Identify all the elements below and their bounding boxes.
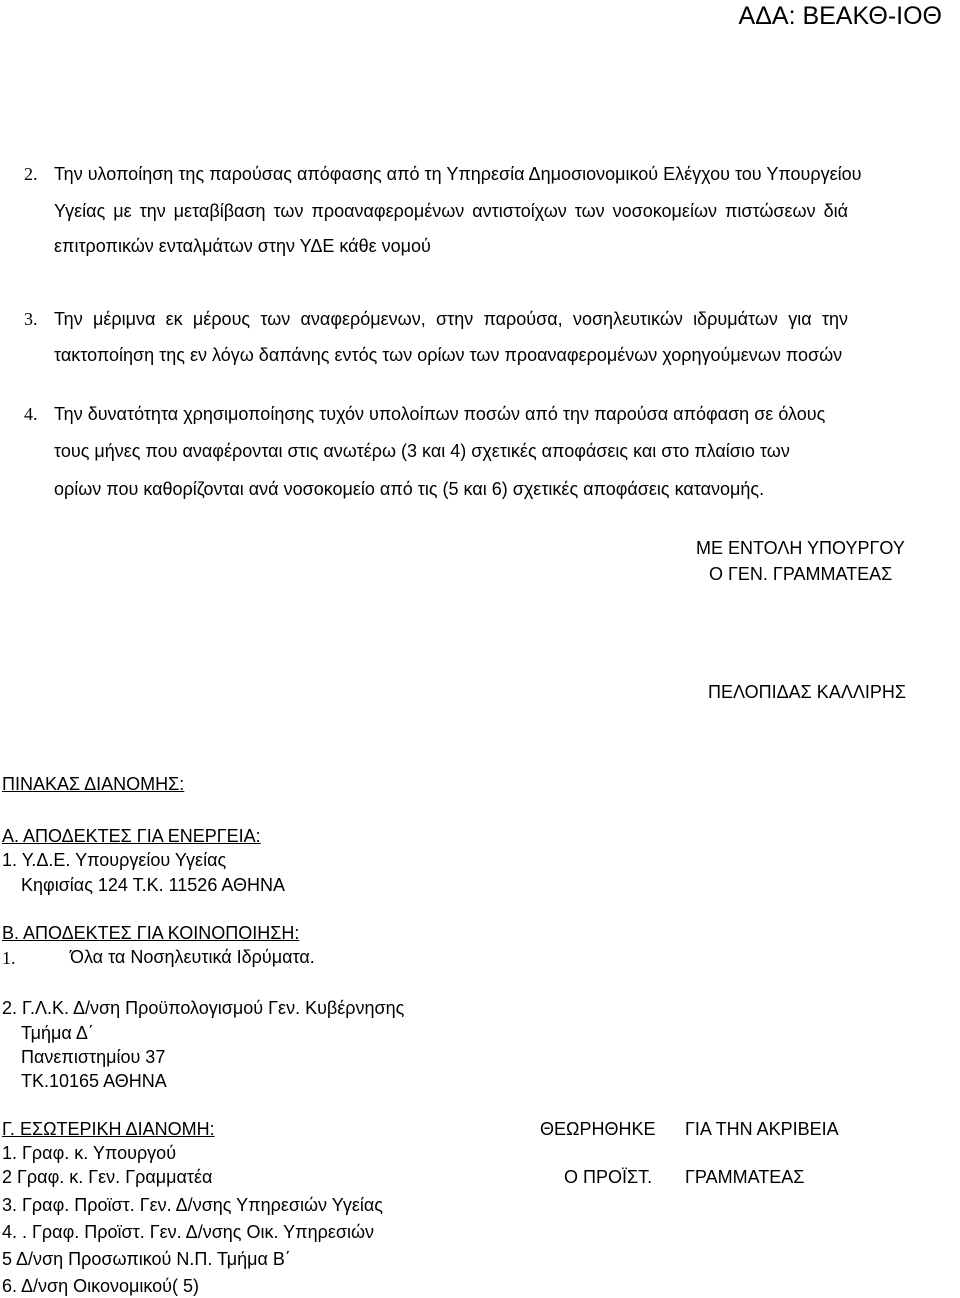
- internal-recipient: 5 Δ/νση Προσωπικού Ν.Π. Τμήμα Β΄: [2, 1249, 291, 1269]
- recipient-address: Κηφισίας 124 Τ.Κ. 11526 ΑΘΗΝΑ: [21, 875, 285, 895]
- internal-recipient: 1. Γραφ. κ. Υπουργού: [2, 1143, 177, 1163]
- section-b-title: Β. ΑΠΟΔΕΚΤΕΣ ΓΙΑ ΚΟΙΝΟΠΟΙΗΣΗ:: [2, 923, 300, 943]
- signature-line-1: ΜΕ ΕΝΤΟΛΗ ΥΠΟΥΡΓΟΥ: [696, 538, 905, 558]
- item-text-line: Την δυνατότητα χρησιμοποίησης τυχόν υπολοίπων ποσών από την παρούσα απόφαση σε όλους: [54, 404, 826, 424]
- item-number: 4.: [24, 404, 38, 424]
- item-number: 3.: [24, 309, 38, 329]
- verification-left-1: ΘΕΩΡΗΘΗΚΕ: [540, 1119, 656, 1139]
- recipient-item: 2. Γ.Λ.Κ. Δ/νση Προϋπολογισμού Γεν. Κυβέρνησης: [2, 998, 405, 1018]
- item-text-line: τακτοποίηση της εν λόγω δαπάνης εντός των ορίων των προαναφερομένων χορηγούμενων ποσών: [54, 345, 843, 365]
- recipient-address: Τμήμα Δ΄: [21, 1023, 94, 1043]
- recipient-number: 1.: [2, 948, 16, 968]
- item-text-line: τους μήνες που αναφέρονται στις ανωτέρω (3 και 4) σχετικές αποφάσεις και στο πλαίσιο των: [54, 441, 790, 461]
- verification-left-2: Ο ΠΡΟΪΣΤ.: [564, 1167, 653, 1187]
- internal-recipient: 6. Δ/νση Οικονομικού( 5): [2, 1276, 199, 1296]
- section-c-title: Γ. ΕΣΩΤΕΡΙΚΗ ΔΙΑΝΟΜΗ:: [2, 1119, 215, 1139]
- recipient-item: Όλα τα Νοσηλευτικά Ιδρύματα.: [70, 947, 315, 967]
- item-text-line: επιτροπικών ενταλμάτων στην ΥΔΕ κάθε νομού: [54, 236, 431, 256]
- ada-code: ΑΔΑ: ΒΕΑΚΘ-ΙΟΘ: [738, 2, 942, 30]
- verification-right-1: ΓΙΑ ΤΗΝ ΑΚΡΙΒΕΙΑ: [685, 1119, 839, 1139]
- recipient-item: 1. Υ.Δ.Ε. Υπουργείου Υγείας: [2, 850, 227, 870]
- internal-recipient: 3. Γραφ. Προϊστ. Γεν. Δ/νσης Υπηρεσιών Υγείας: [2, 1195, 383, 1215]
- distribution-title: ΠΙΝΑΚΑΣ ΔΙΑΝΟΜΗΣ:: [2, 774, 185, 794]
- signatory-name: ΠΕΛΟΠΙΔΑΣ ΚΑΛΛΙΡΗΣ: [708, 682, 906, 702]
- internal-recipient: 4. . Γραφ. Προϊστ. Γεν. Δ/νσης Οικ. Υπηρεσιών: [2, 1222, 375, 1242]
- item-text-line: ορίων που καθορίζονται ανά νοσοκομείο από τις (5 και 6) σχετικές αποφάσεις κατανομής.: [54, 479, 765, 499]
- recipient-address: ΤΚ.10165 ΑΘΗΝΑ: [21, 1071, 167, 1091]
- item-text-line: Την μέριμνα εκ μέρους των αναφερόμενων, στην παρούσα, νοσηλευτικών ιδρυμάτων για την: [54, 309, 848, 329]
- recipient-address: Πανεπιστημίου 37: [21, 1047, 166, 1067]
- verification-right-2: ΓΡΑΜΜΑΤΕΑΣ: [685, 1167, 805, 1187]
- internal-recipient: 2 Γραφ. κ. Γεν. Γραμματέα: [2, 1167, 213, 1187]
- item-text-line: Την υλοποίηση της παρούσας απόφασης από τη Υπηρεσία Δημοσιονομικού Ελέγχου του Υπουργείου: [54, 164, 862, 184]
- section-a-title: Α. ΑΠΟΔΕΚΤΕΣ ΓΙΑ ΕΝΕΡΓΕΙΑ:: [2, 826, 261, 846]
- signature-line-2: Ο ΓΕΝ. ΓΡΑΜΜΑΤΕΑΣ: [709, 564, 893, 584]
- item-number: 2.: [24, 164, 38, 184]
- item-text-line: Υγείας με την μεταβίβαση των προαναφερομένων αντιστοίχων των νοσοκομείων πιστώσεων διά: [54, 201, 848, 221]
